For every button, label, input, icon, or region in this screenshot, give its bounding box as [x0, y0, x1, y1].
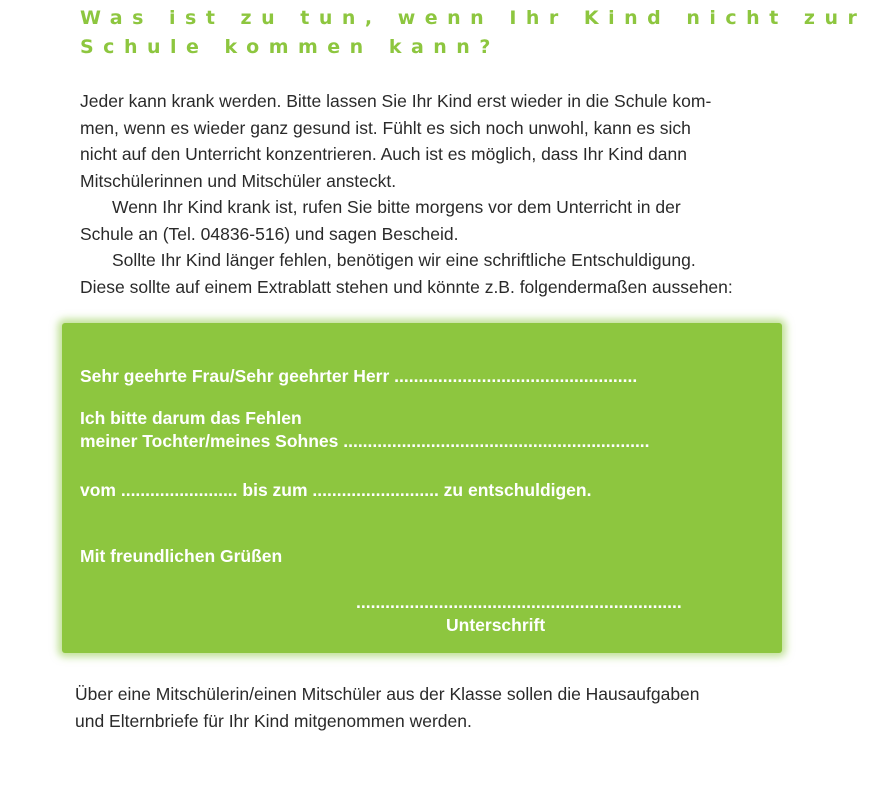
paragraph-line: Schule an (Tel. 04836-516) und sagen Bescheid. — [80, 223, 459, 244]
paragraph-call-school — [80, 194, 780, 247]
form-dates: vom ........................ bis zum .......................... zu entschuldigen. — [80, 480, 592, 500]
paragraph-illness — [80, 88, 780, 194]
form-salutation: Sehr geehrte Frau/Sehr geehrter Herr .................................................. — [80, 366, 638, 386]
page-heading — [80, 4, 866, 62]
form-closing: Mit freundlichen Grüßen — [80, 546, 283, 566]
paragraph-line: Jeder kann krank werden. Bitte lassen Sie Ihr Kind erst wieder in die Schule kom- — [80, 91, 712, 111]
heading-line-2: Schule kommen kann? — [80, 36, 500, 58]
paragraph-written-excuse — [80, 247, 780, 300]
paragraph-line: Sollte Ihr Kind länger fehlen, benötigen wir eine schriftliche Entschuldigung. — [112, 250, 696, 270]
paragraph-line: Wenn Ihr Kind krank ist, rufen Sie bitte morgens vor dem Unterricht in der — [112, 197, 681, 217]
form-request-line-2: meiner Tochter/meines Sohnes ............................................................... — [80, 431, 650, 451]
signature-line: ................................................................... — [356, 592, 682, 612]
signature-label: Unterschrift — [446, 615, 546, 635]
heading-line-1: Was ist zu tun, wenn Ihr Kind nicht zur — [80, 7, 867, 29]
paragraph-homework — [75, 681, 775, 734]
paragraph-line: men, wenn es wieder ganz gesund ist. Fühlt es sich noch unwohl, kann es sich — [80, 117, 691, 138]
paragraph-line: Diese sollte auf einem Extrablatt stehen und könnte z.B. folgendermaßen aussehen: — [80, 276, 733, 297]
paragraph-line: nicht auf den Unterricht konzentrieren. Auch ist es möglich, dass Ihr Kind dann — [80, 144, 687, 164]
paragraph-line: Über eine Mitschülerin/einen Mitschüler aus der Klasse sollen die Hausaufgaben — [75, 684, 700, 704]
form-request-line-1: Ich bitte darum das Fehlen — [80, 408, 302, 428]
paragraph-line: und Elternbriefe für Ihr Kind mitgenommen werden. — [75, 710, 472, 731]
paragraph-line: Mitschülerinnen und Mitschüler ansteckt. — [80, 170, 397, 191]
